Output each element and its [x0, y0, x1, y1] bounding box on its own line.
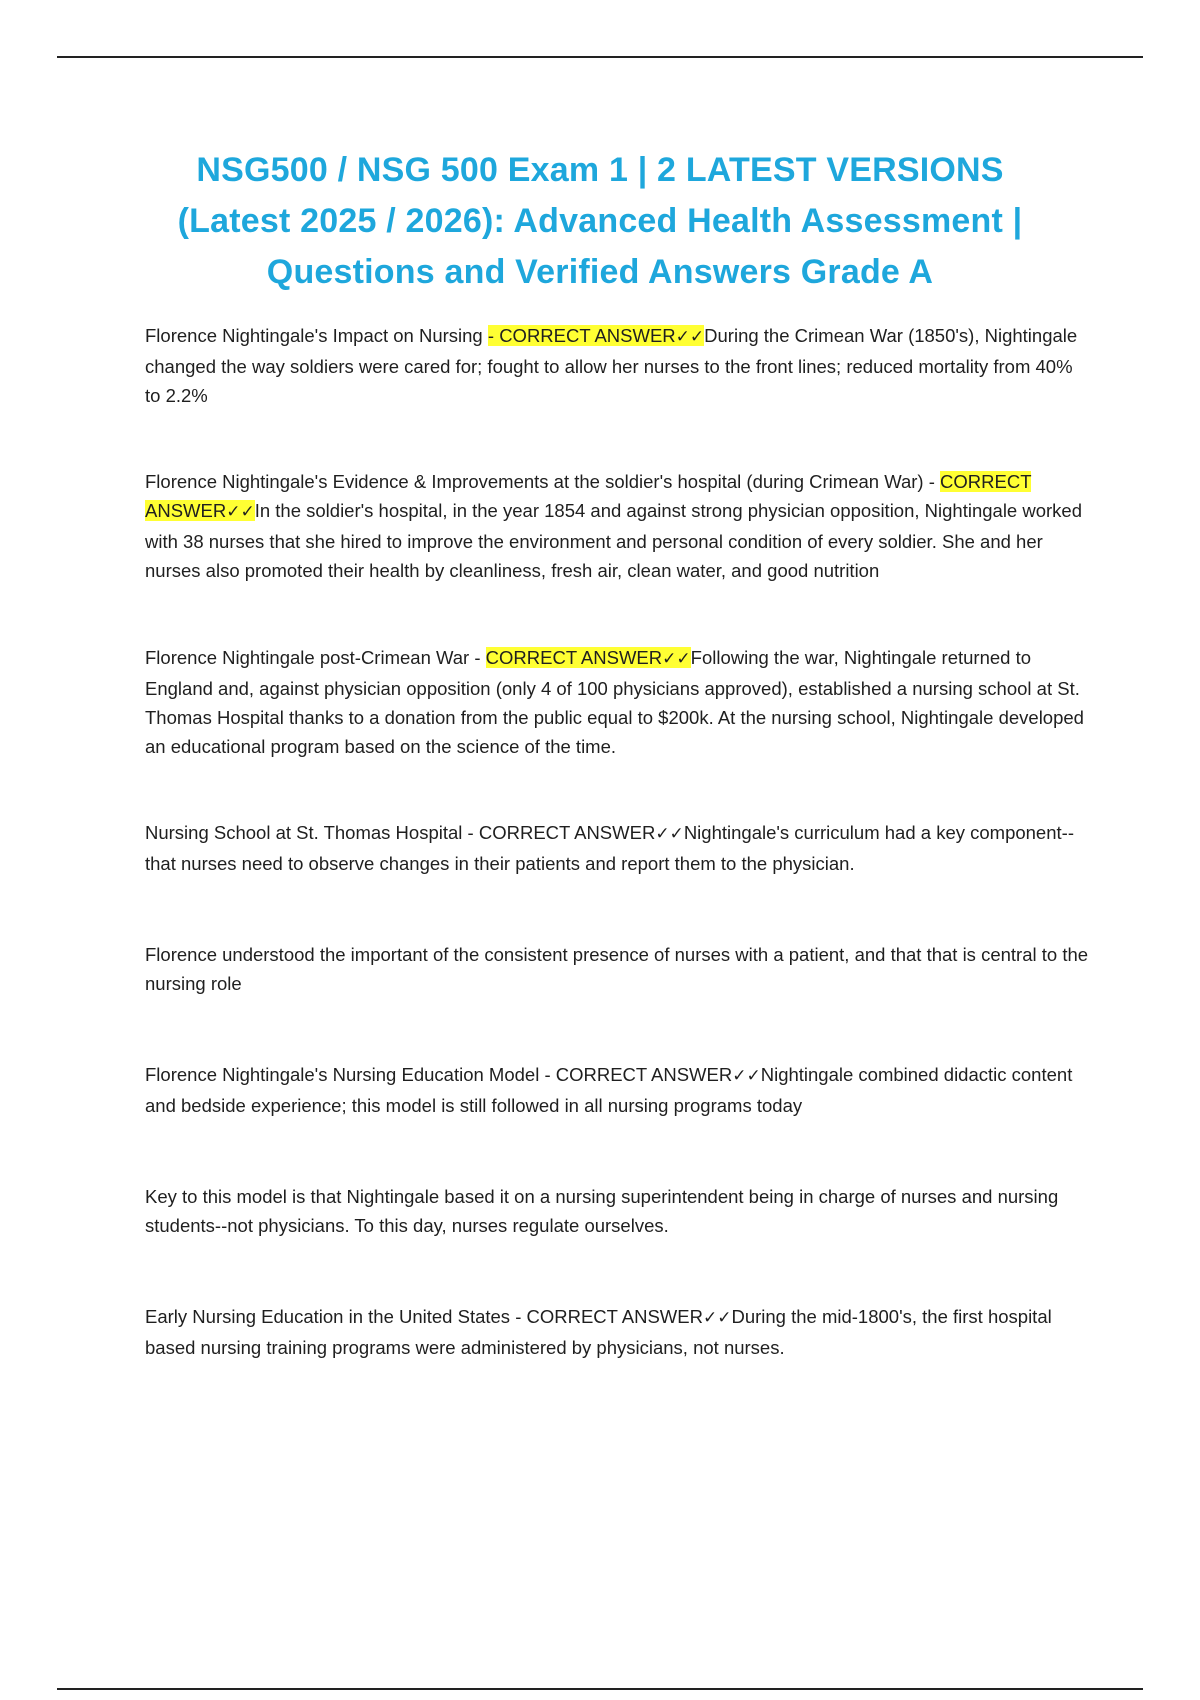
entry-text: Florence understood the important of the consistent presence of nurses with a patient, and that that is central to the nursing role	[145, 944, 1089, 994]
check-icon: ✓✓	[675, 327, 705, 347]
answer-marker: CORRECT ANSWER	[478, 822, 656, 843]
check-icon: ✓✓	[732, 1066, 761, 1086]
entry-term: Early Nursing Education in the United States -	[145, 1306, 527, 1327]
correct-answer-highlight	[488, 325, 704, 346]
title-line-3: Questions and Verified Answers Grade A	[266, 253, 934, 291]
entry-term: Nursing School at St. Thomas Hospital -	[145, 822, 479, 843]
entry-term: Florence Nightingale's Nursing Education Model -	[145, 1064, 556, 1085]
check-icon: ✓✓	[655, 824, 684, 844]
entry-answer: During the mid-1800's, the first hospital based nursing training programs were administered by physicians, not nurses.	[145, 1306, 1052, 1358]
qa-entry-4	[145, 818, 1090, 878]
answer-marker: CORRECT ANSWER	[499, 325, 676, 346]
qa-entry-1	[145, 321, 1090, 410]
entry-text: Key to this model is that Nightingale based it on a nursing superintendent being in charge of nurses and nursing students--not physicians. To this day, nurses regulate ourselves.	[145, 1186, 1059, 1236]
check-icon: ✓✓	[702, 1308, 732, 1328]
answer-marker: CORRECT ANSWER	[145, 471, 1032, 521]
correct-answer-highlight	[486, 647, 691, 668]
qa-entry-3	[145, 643, 1090, 761]
check-icon: ✓✓	[662, 649, 691, 669]
entry-answer: During the Crimean War (1850's), Nightingale changed the way soldiers were cared for; fought to allow her nurses to the front lines; reduced mortality from 40% to 2.2%	[145, 325, 1078, 406]
qa-entry-6	[145, 1060, 1090, 1120]
entry-term: Florence Nightingale's Impact on Nursing	[145, 325, 488, 346]
check-icon: ✓✓	[226, 502, 255, 522]
top-rule	[57, 56, 1143, 58]
answer-marker: CORRECT ANSWER	[526, 1306, 703, 1327]
qa-entry-7	[145, 1182, 1090, 1240]
bottom-rule	[57, 1688, 1143, 1690]
entry-answer: Following the war, Nightingale returned to England and, against physician opposition (only 4 of 100 physicians approved), established a nursing school at St. Thomas Hospital thanks to a donation from the public equal to $200k. At the nursing school, Nightingale developed an educational program based on the science of the time.	[145, 647, 1084, 757]
answer-marker: CORRECT ANSWER	[555, 1064, 733, 1085]
qa-content	[145, 321, 1090, 1362]
title-line-1: NSG500 / NSG 500 Exam 1 | 2 LATEST VERSIONS	[196, 151, 1004, 189]
answer-marker: CORRECT ANSWER	[485, 647, 663, 668]
document-title	[120, 145, 1080, 298]
qa-entry-5	[145, 940, 1090, 998]
entry-answer: Nightingale combined didactic content and bedside experience; this model is still followed in all nursing programs today	[145, 1064, 1073, 1116]
entry-term: Florence Nightingale's Evidence & Improvements at the soldier's hospital (during Crimean War) -	[145, 471, 935, 492]
qa-entry-2	[145, 467, 1090, 585]
entry-separator: -	[487, 325, 500, 346]
entry-answer: In the soldier's hospital, in the year 1854 and against strong physician opposition, Nightingale worked with 38 nurses that she hired to improve the environment and personal condition of every soldier. She and her nurses also promoted their health by cleanliness, fresh air, clean water, and good nutrition	[145, 500, 1082, 581]
entry-answer: Nightingale's curriculum had a key component--that nurses need to observe changes in their patients and report them to the physician.	[145, 822, 1074, 874]
qa-entry-8	[145, 1302, 1090, 1362]
entry-term: Florence Nightingale post-Crimean War -	[145, 647, 486, 668]
title-line-2: (Latest 2025 / 2026): Advanced Health Assessment |	[177, 202, 1023, 240]
